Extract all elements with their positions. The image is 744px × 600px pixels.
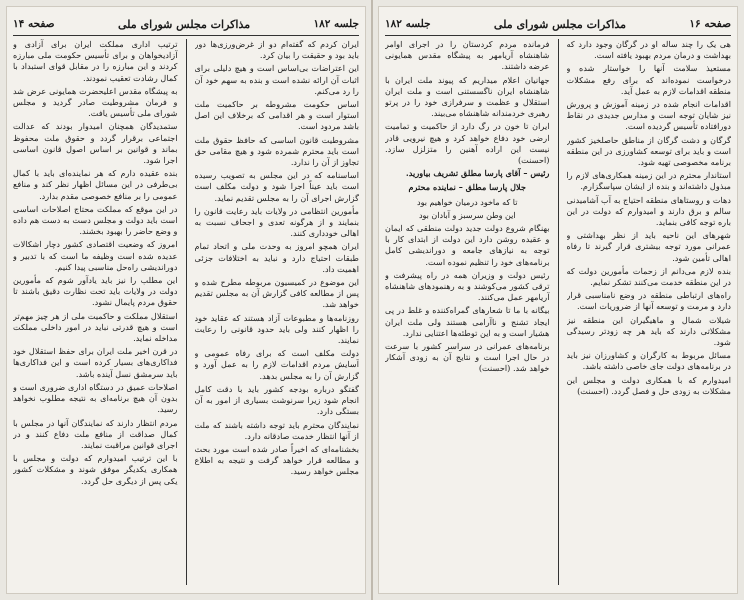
- left-page: [6, 6, 366, 594]
- paragraph: بنده عقیده دارم که هر نماینده‌ای باید با کمال بی‌طرفی در این مسائل اظهار نظر کند و منافع عمومی را بر منافع خصوصی مقدم بدارد.: [13, 168, 178, 201]
- paragraph: گفتگو درباره بودجه کشور باید با دقت کامل انجام شود زیرا سرنوشت بسیاری از امور به آن بستگی دارد.: [194, 383, 359, 417]
- paragraph: اصلاحات عمیق در دستگاه اداری ضروری است و بدون آن هیچ برنامه‌ای به نتیجه مطلوب نخواهد رسید.: [13, 381, 178, 415]
- paragraph: جهانیان اعلام میداریم که پیوند ملت ایران با شاهنشاه ایران ناگسستنی است و ملت ایران استقلال و عظمت و سرفرازی خود را در پرتو رهبری خردمندانه شاهنشاه می‌بیند.: [385, 74, 550, 119]
- right-page: [378, 6, 738, 594]
- poem-line: این وطن سرسبز و آبادان بود: [418, 210, 516, 220]
- paragraph: ستمدیدگان همچنان امیدوار بودند که عدالت اجتماعی برقرار گردد و حقوق ملت محفوظ بماند و قوانین بر اساس اصول قانون اساسی اجرا شود.: [13, 121, 178, 166]
- paragraph: مشروطیت قانون اساسی که حافظ حقوق ملت است باید محترم شمرده شود و هیچ مقامی حق تجاوز از آن را ندارد.: [194, 134, 359, 168]
- paragraph: ایران کردم که گفته‌ام دو از غرض‌ورزی‌ها دور باید بود و حقیقت را بیان کرد.: [194, 39, 359, 61]
- right-page-column-right: [567, 39, 732, 585]
- left-page-columns: [13, 39, 359, 585]
- paragraph: دهات و روستاهای منطقه احتیاج به آب آشامیدنی سالم و برق دارند و امیدوارم که دولت در این باره توجه کافی بنماید.: [566, 194, 731, 228]
- page-gutter: [371, 0, 373, 600]
- paragraph: در این موقع که مملکت محتاج اصلاحات اساسی است باید دولت و مجلس دست به دست هم داده و وضع حاضر را بهبود بخشند.: [13, 203, 178, 237]
- paragraph: بیگانه با ما تا شعارهای گمراه‌کننده و غلط در پی ایجاد تشنج و ناآرامی هستند ولی ملت ایران هشیار است و به این توطئه‌ها اعتنایی ندارد.: [385, 305, 550, 338]
- paragraph: شیلات شمال و ماهیگیران این منطقه نیز مشکلاتی دارند که باید هر چه زودتر رسیدگی شود.: [566, 314, 731, 348]
- paragraph: استقلال مملکت و حاکمیت ملی از هر چیز مهم‌تر است و هیچ قدرتی نباید در امور داخلی مملکت مداخله نماید.: [13, 310, 178, 344]
- column-divider: [558, 39, 559, 585]
- right-session-label: جلسه ۱۸۲: [385, 18, 431, 30]
- paragraph: ایران همچو امروز به وحدت ملی و اتحاد تمام طبقات احتیاج دارد و نباید به اختلافات جزئی اهمیت داد.: [194, 241, 359, 274]
- left-session-label: جلسه ۱۸۲: [313, 18, 359, 30]
- paragraph: این مطلب را نیز باید یادآور شوم که مأمورین دولت در ولایات باید تحت نظارت دقیق باشند تا حقوق مردم پایمال نشود.: [13, 275, 178, 308]
- poem-line: تا که ماخود درمیان خواهیم بود: [417, 197, 518, 207]
- right-page-column-left: [385, 39, 550, 585]
- right-page-title: مذاکرات مجلس شورای ملی: [493, 17, 627, 31]
- left-page-column-right: [195, 39, 360, 585]
- paragraph: مسائل مربوط به کارگران و کشاورزان نیز باید در برنامه‌های دولت جای خاصی داشته باشد.: [566, 350, 731, 372]
- paragraph: بنده لازم می‌دانم از زحمات مأمورین دولت که در این منطقه خدمت می‌کنند تشکر نمایم.: [566, 265, 731, 288]
- paragraph: این اعتراضات بی‌اساس است و هیچ دلیلی برای اثبات آن ارائه نشده است و بنده به سهم خود آن را رد می‌کنم.: [194, 63, 359, 96]
- paragraph: در قرن اخیر ملت ایران برای حفظ استقلال خود فداکاری‌های بسیار کرده است و این فداکاری‌ها باید سرمشق نسل آینده باشد.: [13, 346, 178, 379]
- paragraph: گرگان و دشت گرگان از مناطق حاصلخیز کشور است و باید برای توسعه کشاورزی در این منطقه برنامه مخصوصی تهیه شود.: [566, 134, 731, 168]
- paragraph: مستعیذ سلامت آنها را خواستار شده و درخواست نموده‌اند که برای رفع مشکلات منطقه اقدامات لازم به عمل آید.: [566, 63, 731, 96]
- left-page-title: مذاکرات مجلس شورای ملی: [117, 17, 251, 31]
- paragraph: هی یک را چند ساله او در گرگان وجود دارد که بهداشت و درمان مردم بهبود یافته است.: [566, 39, 731, 61]
- paragraph: برنامه‌های عمرانی در سراسر کشور با سرعت در حال اجرا است و نتایج آن به زودی آشکار خواهد شد. (احسنت): [385, 341, 550, 374]
- paragraph: فرمانده مردم کردستان را در اجرای اوامر شاهنشاه آریامهر به پیشگاه مقدس همایونی عرضه داشتند.: [385, 39, 550, 72]
- paragraph: با این ترتیب امیدوارم که دولت و مجلس با همکاری یکدیگر موفق شوند و مشکلات کشور یکی پس از دیگری حل گردد.: [13, 453, 178, 486]
- paragraph: نمایندگان محترم باید توجه داشته باشند که ملت از آنها انتظار خدمت صادقانه دارد.: [194, 419, 359, 441]
- paragraph: بهنگام شروع دولت جدید دولت منطقی که ایمان و عقیده روشن دارد این دولت از ابتدای کار با توجه به نیازهای جامعه و دوراندیشی کامل برنامه‌های خود را تنظیم نموده است.: [385, 223, 550, 267]
- paragraph: مردم انتظار دارند که نمایندگان آنها در مجلس با کمال صداقت از منافع ملت دفاع کنند و در اجرای قوانین مراقبت نمایند.: [13, 417, 178, 450]
- left-page-column-left: [13, 39, 178, 585]
- paragraph: ترتیب اداری مملکت ایران برای آزادی و آزادیخواهان و برای تأسیس حکومت ملی مبارزه کردند و این مبارزه را در مقابل قوای استبداد با کمال رشادت تعقیب نمودند.: [13, 39, 178, 83]
- paragraph: مأمورین انتظامی در ولایات باید رعایت قانون را بنمایند و از هرگونه تعدی و اجحاف نسبت به اهالی خودداری کنند.: [194, 205, 359, 239]
- paragraph: استاندار محترم در این زمینه همکاری‌های لازم را مبذول داشته‌اند و بنده از ایشان سپاسگزارم.: [566, 170, 731, 192]
- paragraph: دولت مکلف است که برای رفاه عمومی و آسایش مردم اقدامات لازم را به عمل آورد و گزارش آن را به مجلس بدهد.: [194, 348, 359, 381]
- speaker-line: رئیس – آقای پارسا مطلق تشریف بیاورید.: [405, 168, 550, 179]
- right-page-header: [385, 13, 731, 36]
- paragraph: رئیس دولت و وزیران همه در راه پیشرفت و ترقی کشور می‌کوشند و به رهنمودهای شاهنشاه آریامهر عمل می‌کنند.: [385, 269, 550, 303]
- left-page-number: صفحه ۱۴: [13, 18, 55, 30]
- paragraph: شهرهای این ناحیه باید از نظر بهداشتی و عمرانی مورد توجه بیشتری قرار گیرند تا رفاه اهالی تأمین شود.: [566, 230, 731, 263]
- paragraph: اساسنامه که در این مجلس به تصویب رسیده است باید عیناً اجرا شود و دولت مکلف است گزارش اجرای آن را به مجلس تقدیم نماید.: [194, 170, 359, 203]
- right-page-number: صفحه ۱۶: [689, 18, 731, 30]
- paragraph: اقدامات انجام شده در زمینه آموزش و پرورش نیز شایان توجه است و مدارس جدیدی در نقاط دورافتاده تأسیس گردیده است.: [566, 99, 731, 132]
- paragraph: امیدوارم که با همکاری دولت و مجلس این مشکلات به زودی حل و فصل گردد. (احسنت): [566, 374, 731, 396]
- column-divider: [186, 39, 187, 585]
- paragraph: امروز که وضعیت اقتصادی کشور دچار اشکالات عدیده شده است وظیفه ما است که با تدبیر و دوراندیشی راه‌حل مناسبی پیدا کنیم.: [13, 239, 178, 272]
- paragraph: این موضوع در کمیسیون مربوطه مطرح شده و پس از مطالعه کافی گزارش آن به مجلس تقدیم خواهد شد.: [194, 277, 359, 310]
- paragraph: بخشنامه‌ای که اخیراً صادر شده است مورد بحث و مطالعه قرار خواهد گرفت و نتیجه به اطلاع مجلس خواهد رسید.: [194, 443, 359, 477]
- paragraph: اساس حکومت مشروطه بر حاکمیت ملت استوار است و هر اقدامی که برخلاف این اصل باشد مردود است.: [194, 99, 359, 132]
- paragraph: ایران تا خون در رگ دارد از حاکمیت و تمامیت ارضی خود دفاع خواهد کرد و هیچ نیرویی قادر نیست این اراده آهنین را متزلزل سازد. (احسنت): [385, 121, 550, 166]
- right-page-columns: [385, 39, 731, 585]
- paragraph: روزنامه‌ها و مطبوعات آزاد هستند که عقاید خود را اظهار کنند ولی باید حدود قانونی را رعایت نمایند.: [194, 312, 359, 346]
- speaker-name: جلال پارسا مطلق – نماینده محترم: [408, 182, 527, 193]
- paragraph: به پیشگاه مقدس اعلیحضرت همایونی عرض شد و فرمان مشروطیت صادر گردید و مجلس شورای ملی تأسیس یافت.: [13, 85, 178, 119]
- left-page-header: [13, 13, 359, 36]
- paragraph: راه‌های ارتباطی منطقه در وضع نامناسبی قرار دارد و مرمت و توسعه آنها از ضروریات است.: [566, 290, 731, 312]
